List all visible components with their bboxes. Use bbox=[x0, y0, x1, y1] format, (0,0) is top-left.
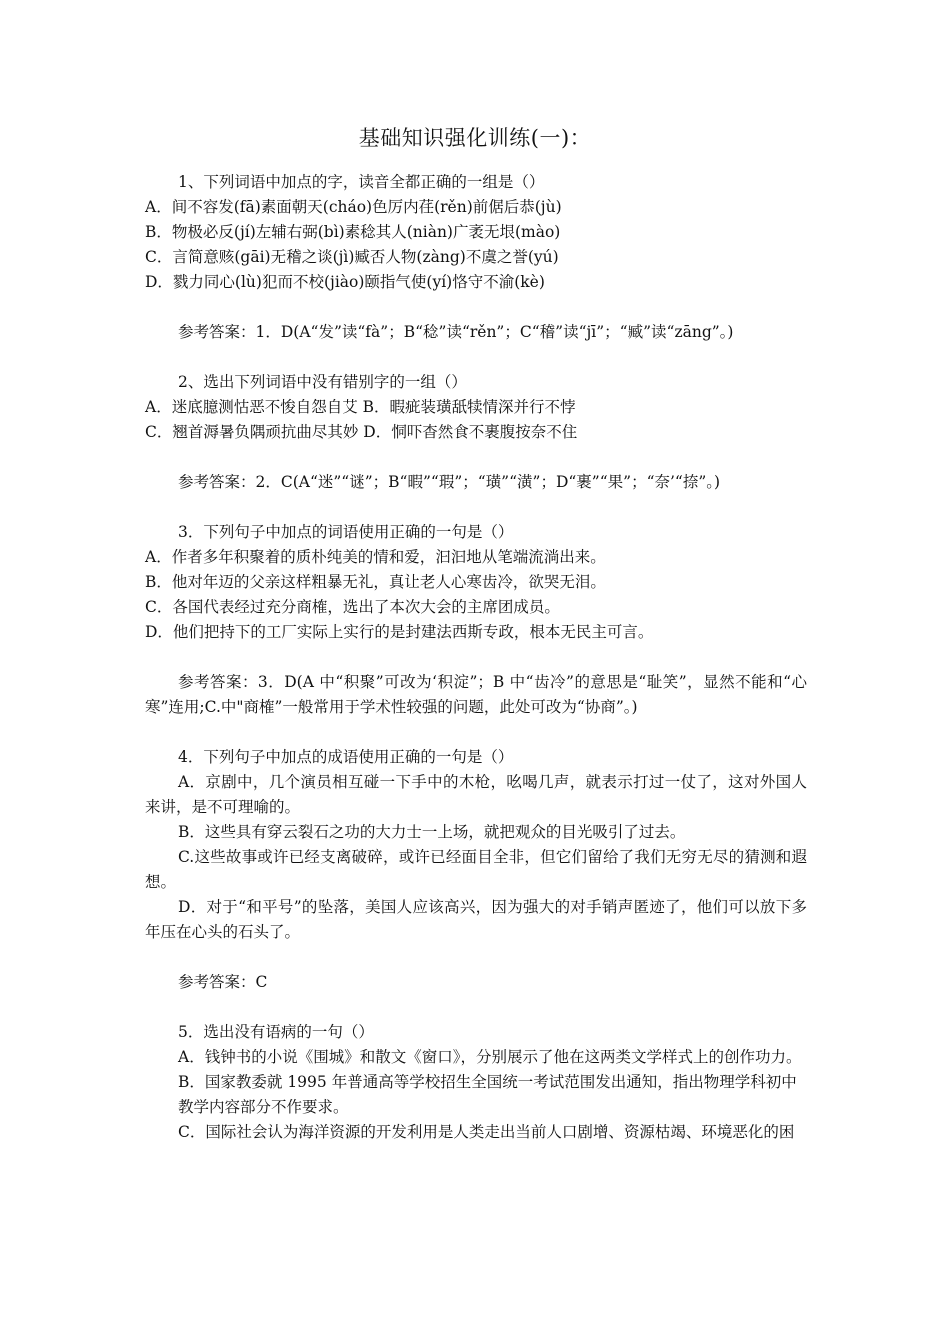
question-1-option-c: C．言简意赅(gāi)无稽之谈(jì)臧否人物(zàng)不虞之誉(yú) bbox=[145, 248, 559, 266]
question-5-option-a: A．钱钟书的小说《围城》和散文《窗口》，分别展示了他在这两类文学样式上的创作功力。 bbox=[178, 1048, 802, 1066]
question-3-option-a: A．作者多年积聚着的质朴纯美的情和爱，汩汩地从笔端流淌出来。 bbox=[145, 548, 606, 566]
question-4-option-d: D．对于“和平号”的坠落，美国人应该高兴，因为强大的对手销声匿迹了，他们可以放下多年压在心头的石头了。 bbox=[145, 898, 807, 941]
question-3-stem: 3．下列句子中加点的词语使用正确的一句是（） bbox=[178, 523, 514, 541]
question-4-option-c: C.这些故事或许已经支离破碎，或许已经面目全非，但它们留给了我们无穷无尽的猜测和遐想。 bbox=[145, 848, 807, 891]
page-title: 基础知识强化训练(一)： bbox=[358, 126, 592, 150]
question-2-answer: 参考答案：2．C(A“迷”“谜”；B“暇”“瑕”；“璜”“潢”；D“裹”“果”；“奈’“捺”。) bbox=[178, 473, 721, 491]
question-4-answer: 参考答案：C bbox=[178, 973, 268, 991]
question-5-option-b-line1: B．国家教委就 1995 年普通高等学校招生全国统一考试范围发出通知，指出物理学科初中 bbox=[178, 1073, 797, 1091]
question-1-option-a: A．间不容发(fā)素面朝天(cháo)色厉内荏(rěn)前倨后恭(jù) bbox=[145, 198, 562, 216]
question-2-options-ab: A．迷底臆测怙恶不悛自怨自艾 B．暇疵装璜舐犊情深并行不悖 bbox=[145, 398, 576, 416]
question-1-option-d: D．戮力同心(lù)犯而不校(jiào)颐指气使(yí)恪守不渝(kè) bbox=[145, 273, 545, 291]
question-4-stem: 4．下列句子中加点的成语使用正确的一句是（） bbox=[178, 748, 514, 766]
question-3-option-c: C．各国代表经过充分商榷，选出了本次大会的主席团成员。 bbox=[145, 598, 560, 616]
question-5-option-b-line2: 教学内容部分不作要求。 bbox=[178, 1098, 349, 1116]
question-2-stem: 2、选出下列词语中没有错别字的一组（） bbox=[178, 373, 467, 391]
question-3-answer: 参考答案：3．D(A 中“积聚”可改为‘积淀”；B 中“齿冷”的意思是“耻笑”，显然不能和“心寒”连用;C.中"商榷”一般常用于学术性较强的问题，此处可改为“协商”。) bbox=[145, 673, 807, 716]
document-body bbox=[145, 170, 807, 1145]
question-4-option-a: A．京剧中，几个演员相互碰一下手中的木枪，吆喝几声，就表示打过一仗了，这对外国人来讲，是不可理喻的。 bbox=[145, 773, 807, 816]
question-2-options-cd: C．翘首溽暑负隅顽抗曲尽其妙 D．恫吓杳然食不裹腹按奈不住 bbox=[145, 423, 578, 441]
question-3-option-b: B．他对年迈的父亲这样粗暴无礼，真让老人心寒齿冷，欲哭无泪。 bbox=[145, 573, 606, 591]
question-1-stem: 1、下列词语中加点的字，读音全都正确的一组是（） bbox=[178, 173, 545, 191]
question-5-option-c: C．国际社会认为海洋资源的开发利用是人类走出当前人口剧增、资源枯竭、环境恶化的困 bbox=[178, 1123, 795, 1141]
question-4-option-b: B．这些具有穿云裂石之功的大力士一上场，就把观众的目光吸引了过去。 bbox=[178, 823, 686, 841]
question-1-option-b: B．物极必反(jí)左辅右弼(bì)素稔其人(niàn)广袤无垠(mào) bbox=[145, 223, 561, 241]
question-3-option-d: D．他们把持下的工厂实际上实行的是封建法西斯专政，根本无民主可言。 bbox=[145, 623, 654, 641]
question-5-stem: 5．选出没有语病的一句（） bbox=[178, 1023, 374, 1041]
question-1-answer: 参考答案：1．D(A“发”读“fà”；B“稔”读“rěn”；C“稽”读“jī”；“臧”读“zāng”。) bbox=[178, 323, 734, 341]
